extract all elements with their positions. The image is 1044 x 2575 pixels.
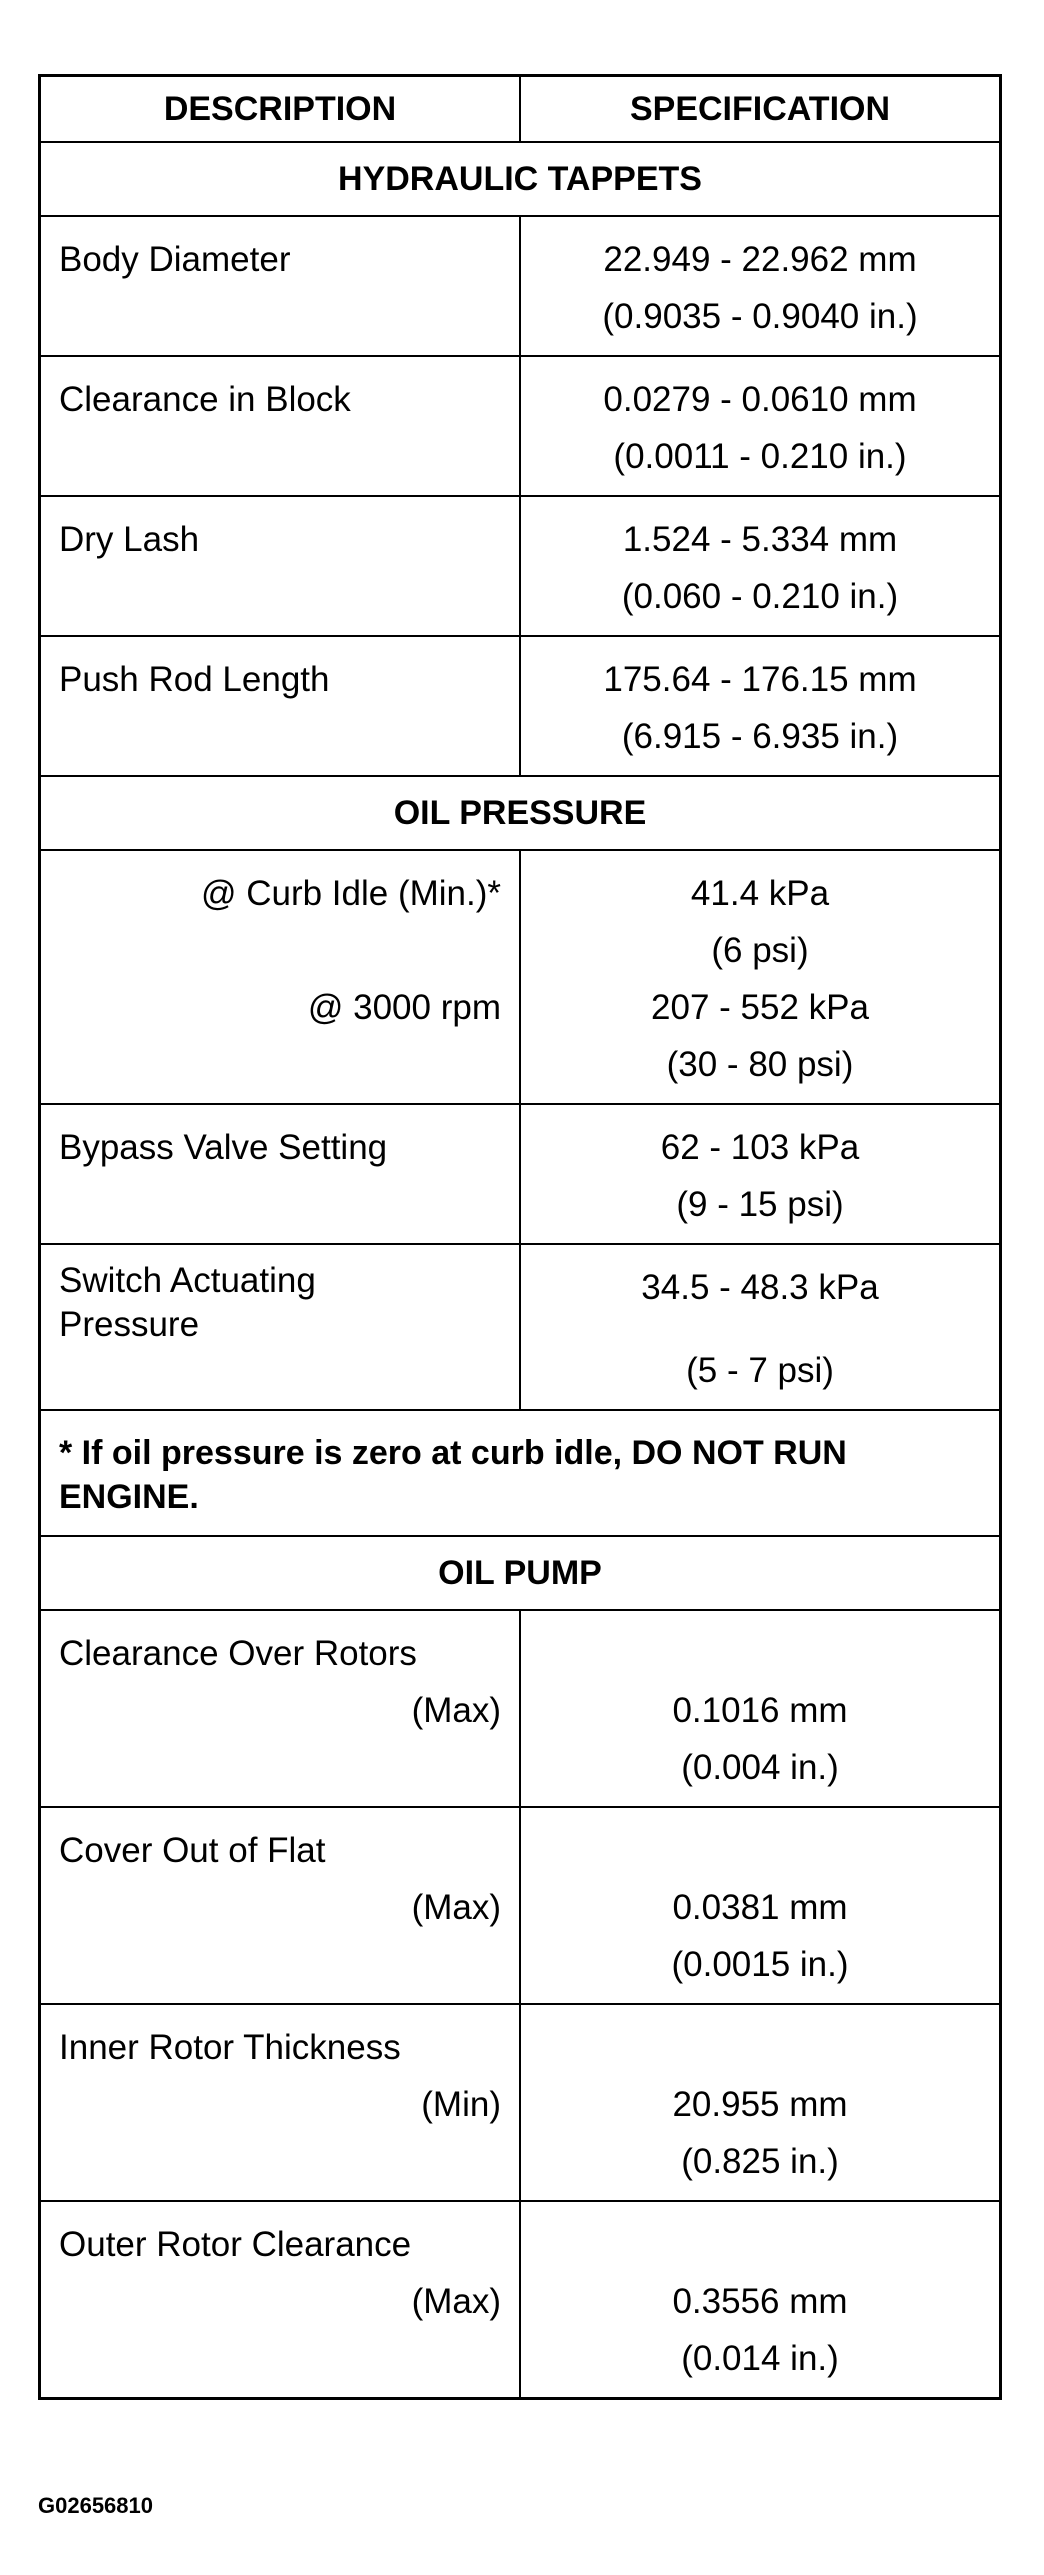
table-row — [41, 1808, 999, 2005]
section-title: OIL PUMP — [438, 1553, 602, 1592]
row-description: @ Curb Idle (Min.)* — [200, 874, 501, 913]
row-description-continued: Pressure — [59, 1305, 200, 1344]
table-row — [41, 217, 999, 357]
section-header-oil-pump — [41, 1537, 999, 1611]
spec-metric: 0.3556 mm — [672, 2282, 848, 2321]
row-description: Clearance Over Rotors — [59, 1634, 417, 1673]
table-row — [41, 2005, 999, 2202]
specification-table — [38, 74, 1002, 2400]
spec-imperial: (0.0011 - 0.210 in.) — [613, 437, 907, 476]
spec-metric: 175.64 - 176.15 mm — [603, 660, 917, 699]
spec-imperial: (0.0015 in.) — [671, 1945, 849, 1984]
spec-imperial: (30 - 80 psi) — [666, 1045, 854, 1084]
row-description: Outer Rotor Clearance — [59, 2225, 412, 2264]
spec-metric: 207 - 552 kPa — [651, 988, 869, 1027]
row-description: Push Rod Length — [59, 660, 330, 699]
row-description: Cover Out of Flat — [59, 1831, 326, 1870]
spec-metric: 62 - 103 kPa — [660, 1128, 860, 1167]
section-header-oil-pressure — [41, 777, 999, 851]
row-description: @ 3000 rpm — [307, 988, 501, 1027]
spec-imperial: (0.060 - 0.210 in.) — [621, 577, 899, 616]
spec-metric: 20.955 mm — [672, 2085, 848, 2124]
note-text: * If oil pressure is zero at curb idle, DO NOT RUN ENGINE. — [59, 1434, 847, 1516]
row-description: Clearance in Block — [59, 380, 351, 419]
warning-note — [41, 1411, 999, 1537]
row-description: Inner Rotor Thickness — [59, 2028, 401, 2067]
row-qualifier: (Max) — [411, 1691, 501, 1730]
spec-imperial: (6.915 - 6.935 in.) — [621, 717, 899, 756]
row-description: Dry Lash — [59, 520, 200, 559]
spec-imperial: (5 - 7 psi) — [686, 1351, 834, 1390]
spec-imperial: (0.014 in.) — [681, 2339, 839, 2378]
table-row — [41, 2202, 999, 2397]
spec-metric: 0.0279 - 0.0610 mm — [603, 380, 917, 419]
table-row — [41, 497, 999, 637]
table-row — [41, 1105, 999, 1245]
table-row — [41, 1611, 999, 1808]
table-header-row — [41, 77, 999, 143]
row-description: Switch Actuating — [59, 1261, 316, 1300]
spec-metric: 34.5 - 48.3 kPa — [641, 1268, 879, 1307]
table-row — [41, 357, 999, 497]
row-qualifier: (Max) — [411, 1888, 501, 1927]
row-qualifier: (Min) — [421, 2085, 501, 2124]
section-title: OIL PRESSURE — [393, 793, 647, 832]
row-description: Body Diameter — [59, 240, 291, 279]
spec-metric: 0.1016 mm — [672, 1691, 848, 1730]
column-header-specification: SPECIFICATION — [629, 89, 891, 128]
spec-imperial: (6 psi) — [711, 931, 809, 970]
column-header-description: DESCRIPTION — [41, 77, 521, 141]
section-title: HYDRAULIC TAPPETS — [338, 159, 702, 198]
section-header-hydraulic-tappets — [41, 143, 999, 217]
spec-metric: 0.0381 mm — [672, 1888, 848, 1927]
row-qualifier: (Max) — [411, 2282, 501, 2321]
spec-metric: 41.4 kPa — [690, 874, 830, 913]
table-row — [41, 1245, 999, 1411]
row-description: Bypass Valve Setting — [59, 1128, 388, 1167]
spec-imperial: (0.004 in.) — [681, 1748, 839, 1787]
spec-imperial: (0.9035 - 0.9040 in.) — [602, 297, 918, 336]
spec-metric: 1.524 - 5.334 mm — [622, 520, 898, 559]
figure-code: G02656810 — [38, 2493, 153, 2518]
table-row — [41, 851, 999, 1105]
spec-imperial: (9 - 15 psi) — [676, 1185, 844, 1224]
spec-metric: 22.949 - 22.962 mm — [603, 240, 917, 279]
table-row — [41, 637, 999, 777]
spec-imperial: (0.825 in.) — [681, 2142, 839, 2181]
